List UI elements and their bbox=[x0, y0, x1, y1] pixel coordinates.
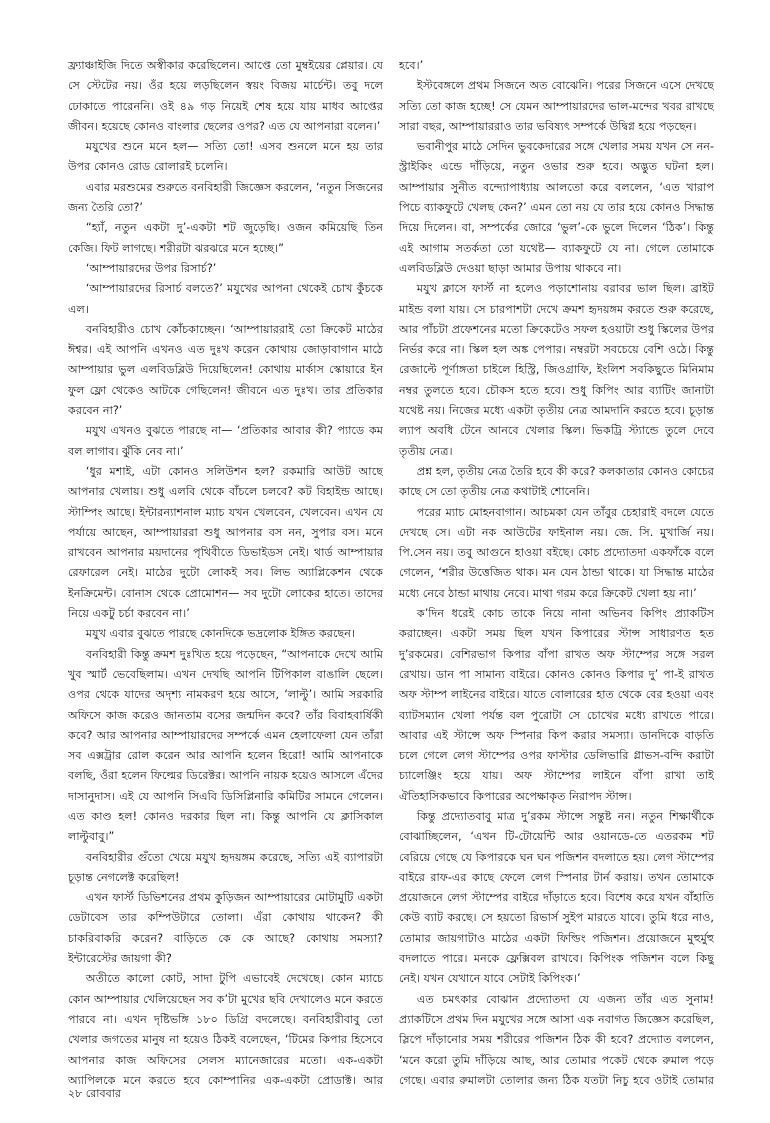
paragraph: এখন ফার্স্ট ডিভিশনের প্রথম কুড়িজন আম্পায়ারের মোটামুটি একটা ডেটাবেস তার কম্পিউটারে তোলা। এঁরা কোথায় থাকেন? কী চাকরিবাকরি করেন? বাড়িতে কে কে আছে? কোথায় সমস্যা? ইন্টারেস্টের জায়গা কী? bbox=[68, 891, 383, 966]
paragraph: প্রশ্ন হল, তৃতীয় নেত্র তৈরি হবে কী করে? কলকাতার কোনও কোচের কাছে সে তো তৃতীয় নেত্র কথাটাই শোনেনি। bbox=[399, 464, 714, 499]
paragraph: ‘আম্পায়ারদের উপর রিসার্চ?’ bbox=[85, 261, 217, 275]
page-number: ২৮ bbox=[68, 1087, 83, 1100]
paragraph: বনবিহারীর গুঁতো খেয়ে মযুখ হৃদয়ঙ্গম করেছে, সত্যি এই ব্যাপারটা চূড়ান্ত নেগলেক্ট করেছিল! bbox=[68, 850, 383, 884]
paragraph: ‘আম্পায়ারদের রিসার্চ বলতে?’ মযুখের আপনা থেকেই চোখ কুঁচকে এল। bbox=[68, 282, 383, 316]
paragraph: পরের ম্যাচ মোহনবাগান। আচমকা যেন তাঁবুর চেহারাই বদলে যেতে দেখছে সে। এটা নক আউটের ফাইনাল নয়। জে. সি. মুখার্জি নয়। পি.সেন নয়। তবু আগুনে হাওয়া বইছে। কোচ প্রদ্যোতদা একফাঁকে বলে গেলেন, ‘শরীর উত্তেজিত থাক। মন যেন ঠান্ডা থাকে। যা সিদ্ধান্ত মাঠের মধ্যে নেবে ঠান্ডা মাথায় নেবে। মাথা গরম করে ক্রিকেট খেলা হয় না।’ bbox=[399, 505, 714, 600]
paragraph: মযুখ এবার বুঝতে পারছে কোনদিকে ভদ্রলোক ইঙ্গিত করছেন। bbox=[85, 627, 355, 641]
paragraph: এবার মরশুমের শুরুতে বনবিহারী জিজ্ঞেস করলেন, ‘নতুন সিজনের জন্য তৈরি তো?’ bbox=[68, 180, 383, 215]
paragraph: অতীতে কালো কোট, সাদা টুপি এভাবেই দেখেছে। কোন ম্যাচে কোন আম্পায়ার খেলিয়েছেন সব ক’টা মুখের ছবি দেখালেও মনে করতে পারবে না। এখন দৃষ্টিভঙ্গি ১৮০ ডিগ্রি বদলেছে। বনবিহারীবাবু তো খেলার জগতের মানুষ না হয়েও ঠিকই বলেছেন, ‘টিমের কিপার হিসেবে আপনার কাজ অফিসের সেলস ম্যানেজারের মতো। এক-একটা অ্যাপিলকে মনে করতে হবে কোম্পানির এক-একটা প্রোডাক্ট। আর bbox=[68, 972, 383, 1086]
paragraph: ফ্র্যাঞ্চাইজি দিতে অস্বীকার করেছিলেন। আপ্তে তো মুম্বইয়ের প্লেয়ার। যে সে স্টেটের নয়। ওঁর হয়ে লড়ছিলেন স্বয়ং বিজয় মার্চেন্ট। তবু দলে ঢোকাতে পারেননি। ওই ৪৯ গড় নিয়েই শেষ হয়ে যায় মাধব আপ্তের জীবন। হয়েছে কোনও বাংলার ছেলের ওপর? এত যে আপনারা বলেন।’ bbox=[68, 59, 383, 133]
paragraph: ভবানীপুর মাঠে সেদিন ভুবকেদারের সঙ্গে খেলার সময় যখন সে নন-স্ট্রাইকিং এন্ডে দাঁড়িয়ে, নতুন ওভার শুরু হবে। অদ্ভুত ঘটনা হল। আম্পায়ার সুনীত বন্দ্যোপাধ্যায় আলতো করে বললেন, ‘এত খারাপ পিচে ব্যাকফুটে খেলছ কেন?’ এমন তো নয় যে তার হয়ে কোনও সিদ্ধান্ত দিয়ে দিলেন। বা, সম্পর্কের জোরে ‘ভুল’-কে ভুলে দিলেন ‘ঠিক’। কিন্তু এই আগাম সতর্কতা তো যথেষ্ট— ব্যাকফুটে যে না। গেলে তোমাকে এলবিডব্লিউ দেওয়া ছাড়া আমার উপায় থাকবে না। bbox=[399, 140, 714, 275]
paragraph: বনবিহারীও চোখ কোঁচকাচ্ছেন। ‘আম্পায়াররাই তো ক্রিকেট মাঠের ঈশ্বর। এই আপনি এখনও এত দুঃখ করেন কোথায় জোড়াবাগান মাঠে আম্পায়ার ভুল এলবিডব্লিউ দিয়েছিলেন! কোথায় মার্কাস স্কোয়ারে ইন ফুল ফ্লো থেকেও আটকে গেছিলেন! জীবনে এত দুঃখ। তার প্রতিকার করবেন না?’ bbox=[68, 322, 383, 418]
paragraph: ইস্টবেঙ্গলে প্রথম সিজনে অত বোঝেনি। পরের সিজনে এসে দেখছে সত্যি তো কাজ হচ্ছে! সে যেমন আম্পায়ারদের ভাল-মন্দের খবর রাখছে সারা বছর, আম্পায়াররাও তার ভবিষ্যৎ সম্পর্কে উদ্বিগ্ন হয়ে পড়ছেন। bbox=[399, 79, 714, 133]
magazine-name: রোববার bbox=[85, 1087, 121, 1100]
paragraph: এত চমৎকার বোঝান প্রদ্যোতদা যে এজন্য তাঁর এত সুনাম! প্র্যাকটিসে প্রথম দিন মযুখের সঙ্গে আসা এক নবাগত জিজ্ঞেস করেছিল, স্লিপে দাঁড়ানোর সময় শরীরের পজিশন ঠিক কী হবে? প্রদ্যোত বললেন, ‘মনে করো তুমি দাঁড়িয়ে আছ, আর তোমার পকেট থেকে রুমাল পড়ে গেছে। এবার রুমালটা তোলার জন্য ঠিক যতটা নিচু হবে ওটাই তোমার bbox=[399, 992, 714, 1086]
paragraph: ‘ধুর মশাই, এটা কোনও সলিউশন হল? রকমারি আউট আছে আপনার খেলায়। শুধু এলবি থেকে বাঁচলে চলবে? কট বিহাইন্ড আছে। স্টাম্পিং আছে। ইন্টারন্যাশনাল ম্যাচ যখন খেলবেন, খেলবেন। এখন যে পর্যায়ে আছেন, আম্পায়াররা শুধু আপনার বস নন, সুপার বস। মনে রাখবেন আপনার ময়দানের পৃথিবীতে ডিভাইডস নেই। থার্ড আম্পায়ার রেফারেল নেই। মাঠের দুটো লোকই সব। লিভ অ্যাপ্লিকেশন থেকে ইনক্রিমেন্ট। বোনাস থেকে প্রোমোশন— সব দুটো লোকের হাতে। তাদের নিয়ে একটু চর্চা করবেন না।’ bbox=[68, 464, 383, 621]
paragraph: মযুখ ক্লাসে ফার্স্ট না হলেও পড়াশোনায় বরাবর ভাল ছিল। ব্রাইট মাইন্ড বলা যায়। সে চারপাশটা দেখে ক্রমশ হৃদয়ঙ্গম করতে শুরু করেছে, আর পাঁচটা প্রফেশনের মতো ক্রিকেটেও সফল হওয়াটা শুধু স্কিলের উপর নির্ভর করে না। স্কিল হল অঙ্ক পেপার। নম্বরটা সবচেয়ে বেশি ওঠে। কিন্তু রেজাল্টে পূর্ণাঙ্গতা চাইলে হিস্ট্রি, জিওগ্রাফি, ইংলিশ সবকিছুতে মিনিমাম নম্বর তুলতে হবে। চৌকস হতে হবে। শুধু কিপিং আর ব্যাটিং জানাটা যথেষ্ট নয়। নিজের মধ্যে একটা তৃতীয় নেত্র আমদানি করতে হবে। চূড়ান্ত ল্যাপ অবধি টেনে আনবে খেলার স্কিল। ভিকট্রি স্ট্যান্ডে তুলে দেবে তৃতীয় নেত্র। bbox=[399, 282, 714, 458]
paragraph: মযুখ এখনও বুঝতে পারছে না— ‘প্রতিকার আবার কী? প্যাডে কম বল লাগাব। ঝুঁকি নেব না।’ bbox=[68, 424, 383, 458]
paragraph: হবে।’ bbox=[399, 59, 424, 72]
right-column bbox=[399, 56, 714, 1086]
paragraph: মযুখের শুনে মনে হল— সত্যি তো! এসব শুনলে মনে হয় তার উপর কোনও রোড রোলারই চলেনি। bbox=[68, 140, 383, 174]
paragraph: বনবিহারী কিন্তু ক্রমশ দুঃখিত হয়ে পড়েছেন, “আপনাকে দেখে আমি খুব স্মার্ট ভেবেছিলাম। এখন দেখছি আপনি টিপিকাল বাঙালি ছেলে। ওপর থেকে যাদের অদৃশ্য নামকরণ হয়ে আসে, ‘লাল্টু’। আমি সরকারি অফিসে কাজ করেও জানতাম বসের জন্মদিন কবে? তাঁর বিবাহবার্ষিকী কবে? আর আপনার আম্পায়ারদের সম্পর্কে এমন হেলাফেলা যেন তাঁরা সব এক্সট্রার রোল করেন আর আপনি হলেন হিরো! আমি আপনাকে বলছি, ওঁরা হলেন ফিল্মের ডিরেক্টর। আপনি নায়ক হয়েও আসলে এঁদের দাসানুদাস। এই যে আপনি সিএবি ডিসিপ্লিনারি কমিটির সামনে গেলেন। এত কাণ্ড হল! কোনও দরকার ছিল না। কিন্তু আপনি যে ক্লাসিকাল লাল্টুবাবু।” bbox=[68, 647, 383, 844]
paragraph: “হ্যাঁ, নতুন একটা দু’-একটা শট জুড়েছি। ওজন কমিয়েছি তিন কেজি। ফিট লাগছে। শরীরটা ঝরঝরে মনে হচ্ছে।” bbox=[68, 221, 383, 255]
paragraph: কিন্তু প্রদ্যোতবাবু মাত্র দু’রকম স্টান্সে সন্তুষ্ট নন। নতুন শিক্ষার্থীকে বোঝাচ্ছিলেন, ‘এখন টি-টোয়েন্টি আর ওয়ানডে-তে এতরকম শট বেরিয়ে গেছে যে কিপারকে ঘন ঘন পজিশন বদলাতে হয়। লেগ স্টাম্পের বাইরে রাফ-এর কাছে ফেলে লেগ স্পিনার টার্ন করায়। তখন তোমাকে প্রয়োজনে লেগ স্টাম্পের বাইরে দাঁড়াতে হবে। বিশেষ করে যখন বাঁহাতি কেউ ব্যাট করছে। সে হয়তো রিভার্স সুইপ মারতে যাবে। তুমি ধরে নাও, তোমার জায়গাটাও মাঠের একটা ফিল্ডিং পজিশন। প্রয়োজনে মুহুর্মুহু বদলাতে পারে। মনকে ফ্লেক্সিবল রাখবে। কিপিংক পজিশন বলে কিছু নেই। যখন যেখানে যাবে সেটাই কিপিংক।’ bbox=[399, 809, 714, 986]
page-footer bbox=[68, 1086, 121, 1102]
left-column bbox=[68, 56, 383, 1086]
article-body bbox=[68, 56, 714, 1086]
paragraph: ক’দিন ধরেই কোচ তাকে নিয়ে নানা অভিনব কিপিং প্র্যাকটিস করাচ্ছেন। একটা সময় ছিল যখন কিপারের স্টান্স সাধারণত হত দু’রকমের। বেশিরভাগ কিপার বাঁপা রাখত অফ স্টাম্পের সঙ্গে সরল রেখায়। ডান পা সামান্য বাইরে। কোনও কোনও কিপার দু’ পা-ই রাখত অফ স্টাম্প লাইনের বাইরে। যাতে বোলারের হাত থেকে বের হওয়া এবং ব্যাটসম্যান খেলা পর্যন্ত বল পুরোটা সে চোখের মধ্যে রাখতে পারে। আবার এই স্টান্সে অফ স্পিনার কিপ করার সমস্যা। ডানদিকে বাড়তি চলে গেলে লেগ স্টাম্পের ওপর ফাস্টার ডেলিভারি গ্লাভস-বন্দি করাটা চ্যালেঞ্জিং হয়ে যায়। অফ স্টাম্পের লাইনে বাঁপা রাখা তাই ঐতিহাসিকভাবে কিপারের অপেক্ষাকৃত নিরাপদ স্টান্স। bbox=[399, 607, 714, 803]
